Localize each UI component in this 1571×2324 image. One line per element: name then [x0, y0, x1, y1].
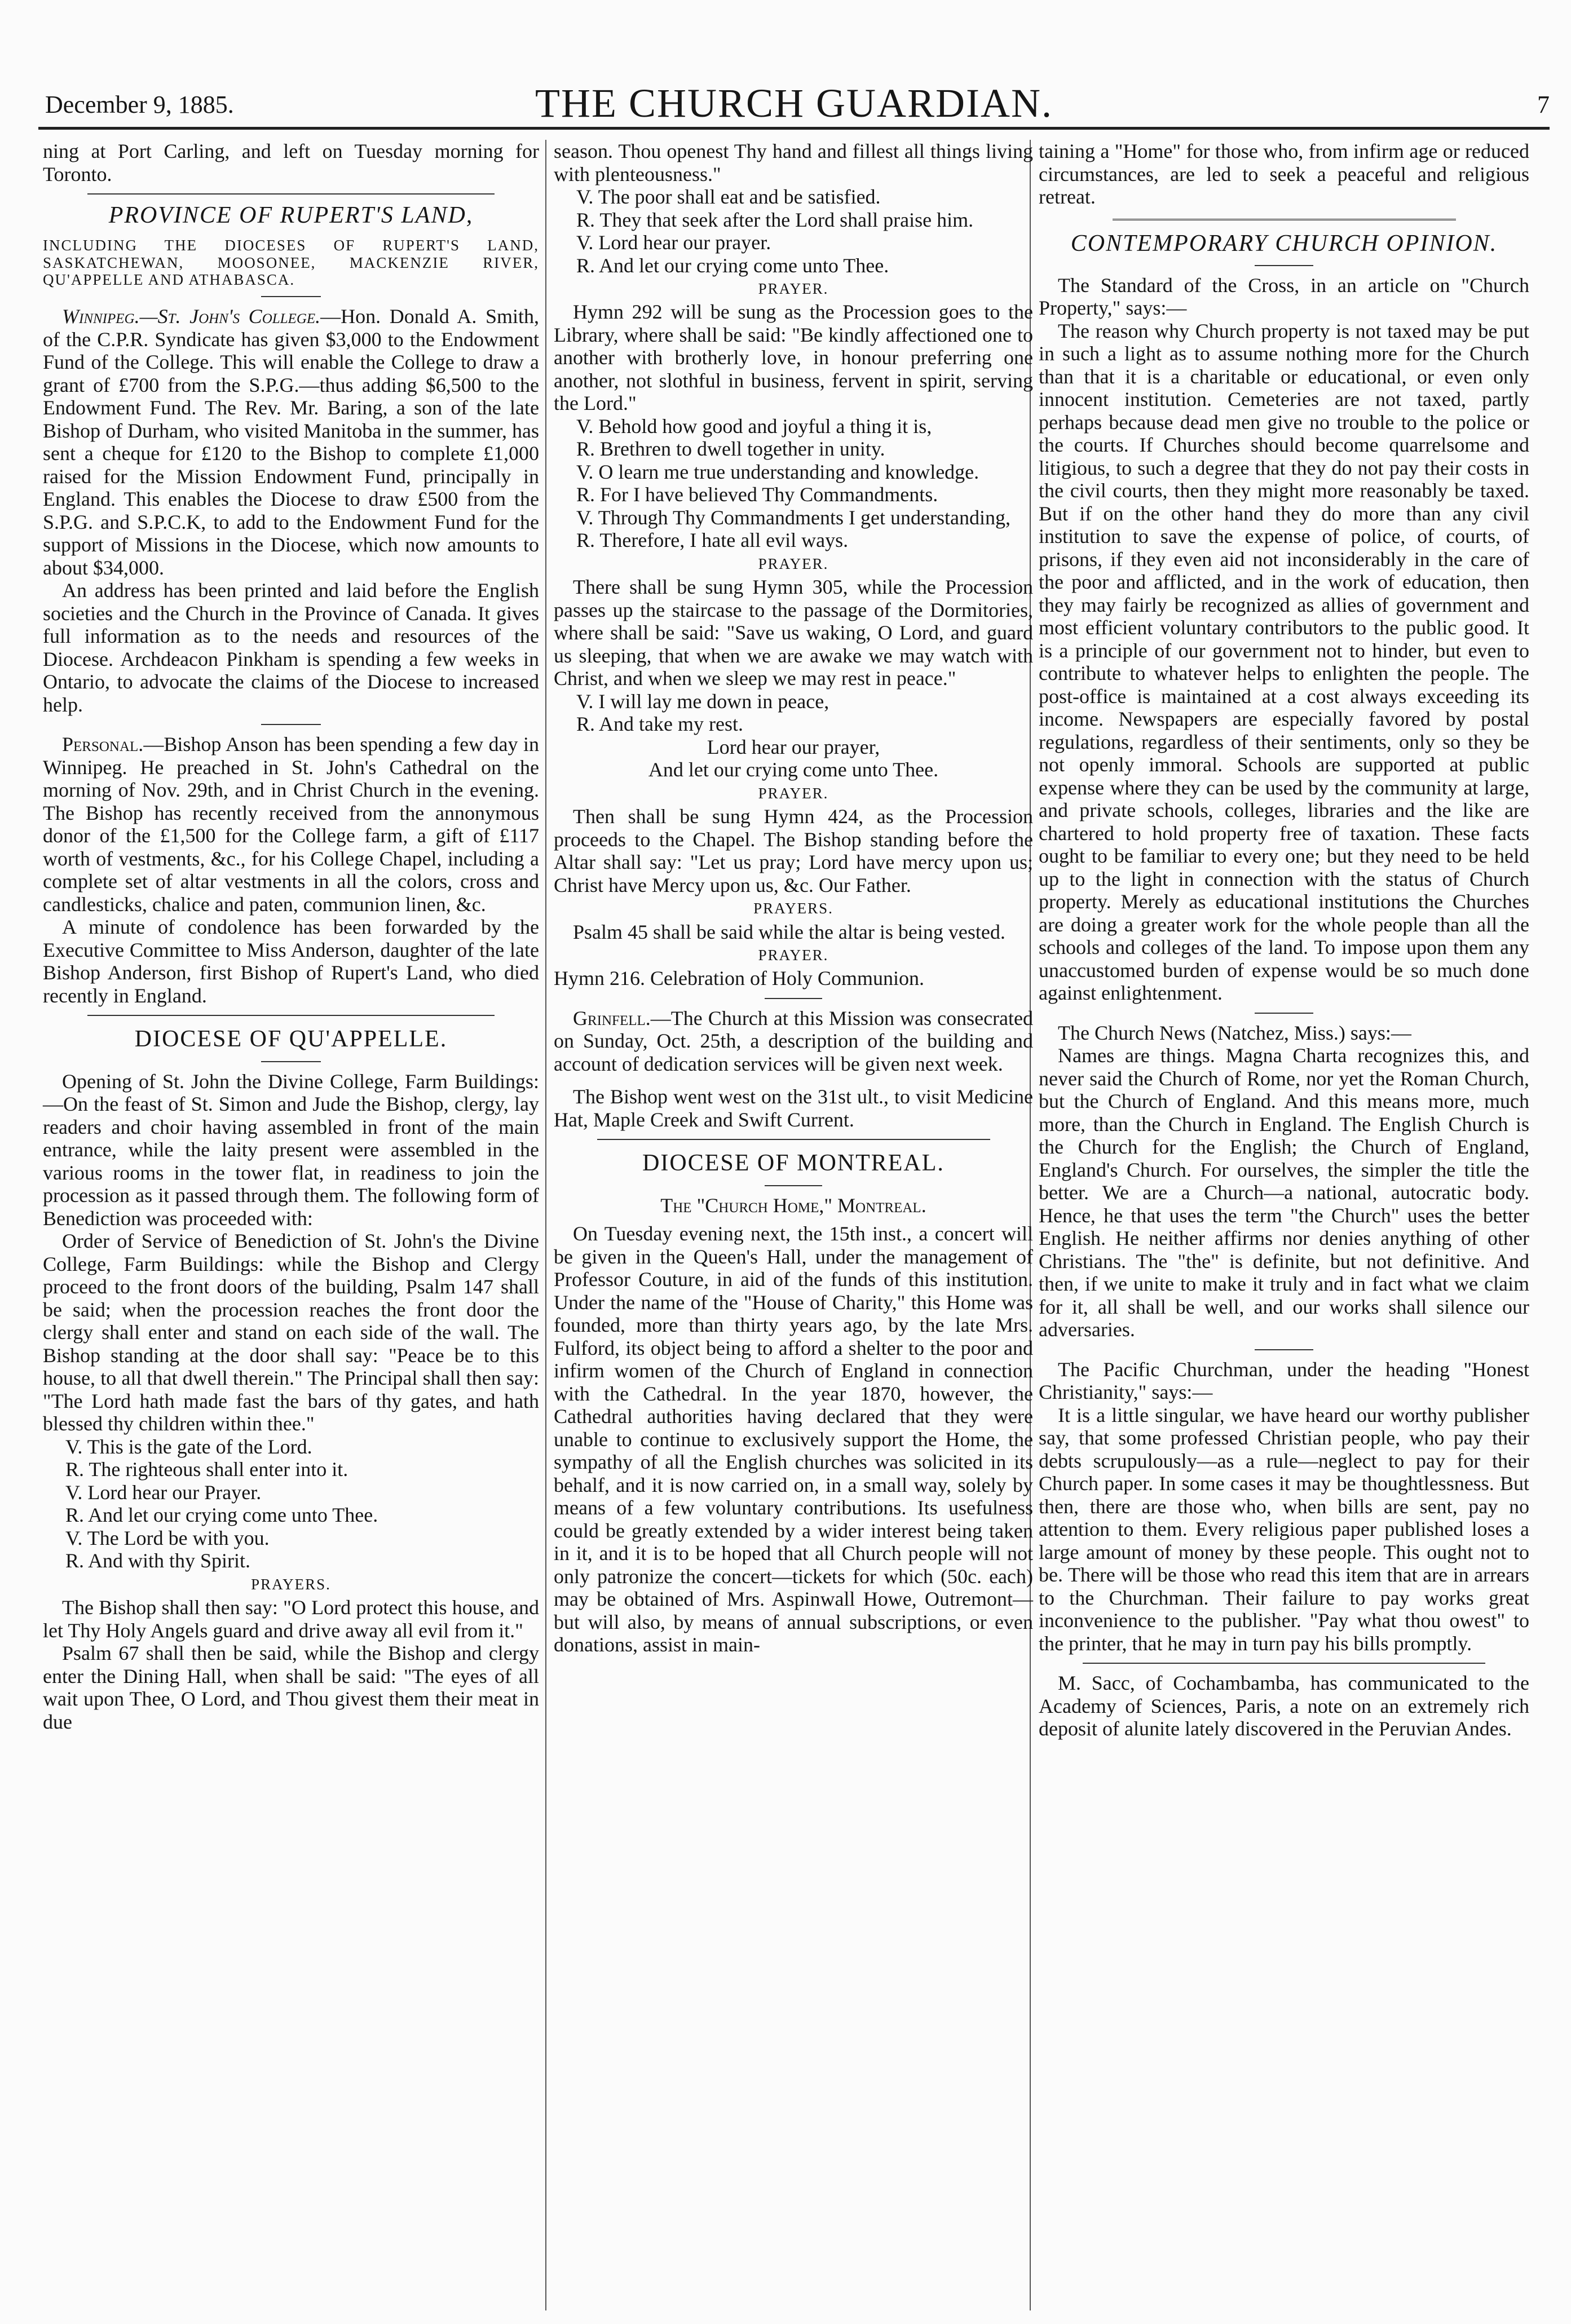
- article-bishop-west: The Bishop went west on the 31st ult., to visit Medicine Hat, Maple Creek and Swift Current.: [554, 1085, 1033, 1131]
- short-rule: [261, 1061, 321, 1062]
- diocese-quappelle-title: DIOCESE OF QU'APPELLE.: [134, 1026, 448, 1053]
- versicle: V. This is the gate of the Lord.: [65, 1435, 312, 1458]
- home-paragraph: taining a "Home" for those who, from infirm age or reduced circumstances, are led to seek a peaceful and religious retreat.: [1039, 140, 1529, 208]
- article-hymn-292: Hymn 292 will be sung as the Procession goes to the Library, where shall be said: "Be kindly affectioned one to another with brotherly love, in honour preferring one another, not slothful in business, fervent in spirit, serving the Lord.": [554, 301, 1033, 415]
- short-rule: [1255, 1349, 1313, 1350]
- article-psalm-67: Psalm 67 shall then be said, while the Bishop and clergy enter the Dining Hall, when shall be said: "The eyes of all wait upon Thee, O Lord, and Thou givest them their meat in due: [43, 1642, 539, 1733]
- versicle: R. And take my rest.: [576, 713, 743, 736]
- versicle: V. Behold how good and joyful a thing it is,: [576, 414, 932, 438]
- versicle: V. O learn me true understanding and knowledge.: [576, 460, 979, 483]
- article-concert: On Tuesday evening next, the 15th inst., a concert will be given in the Queen's Hall, under the management of Professor Couture, in aid of the funds of this institution. Under the name of the "House of Charity," this Home was founded, more than thirty years ago, by the late Mrs. Fulford, its object being to afford a shelter to the poor and infirm women of the Church of England in connection with the Cathedral. In the year 1870, however, the Cathedral authorities having declared that they were unable to continue to exclusively support the Home, the sympathy of all the English churches was solicited in its behalf, and it is now carried on, in a small way, solely by means of a few voluntary contributions. Its usefulness could be greatly extended by a wider interest being taken in it, and it is to be hoped that all Church people will not only patronize the concert—tickets for which (50c. each) may be obtained of Mrs. Aspinwall Howe, Outremont—but will also, by means of annual subscriptions, or even donations, assist in main-: [554, 1222, 1033, 1656]
- short-rule: [261, 724, 321, 725]
- response-line: Lord hear our prayer,: [707, 735, 880, 758]
- prayer-label: PRAYER.: [758, 280, 829, 297]
- section-rule: [597, 1139, 990, 1140]
- versicle: V. The Lord be with you.: [65, 1526, 270, 1549]
- article-personal: [43, 733, 539, 916]
- versicle: V. Lord hear our Prayer.: [65, 1481, 262, 1504]
- versicle: R. And let our crying come unto Thee.: [65, 1504, 378, 1527]
- response-line: And let our crying come unto Thee.: [648, 758, 939, 781]
- article-pacific: It is a little singular, we have heard our worthy publisher say, that some professed Christian people, who pay their debts scrupulously—as a rule—neglect to pay for their Church paper. In some cases it may be thoughtlessness. But then, there are those who, when bills are sent, pay no attention to them. Every religious paper published loses a large amount of money by these people. This ought not to be. There will be those who read this item that are in arrears to the Churchman. Their failure to pay works great inconvenience to the publisher. "Pay what thou owest" to the printer, that he may in turn pay his bills promptly.: [1039, 1403, 1529, 1655]
- article-hymn-424: Then shall be sung Hymn 424, as the Procession proceeds to the Chapel. The Bishop standing before the Altar shall say: "Let us pray; Lord have mercy upon us; Christ have Mercy upon us, &c. Our Father.: [554, 805, 1033, 896]
- prayers-label: PRAYERS.: [753, 900, 833, 917]
- versicle: R. Therefore, I hate all evil ways.: [576, 529, 849, 552]
- opinion-title: CONTEMPORARY CHURCH OPINION.: [1070, 230, 1498, 257]
- article-standard: The reason why Church property is not taxed may be put in such a light as to assume nothing more for the Church than that it is a charitable or educational, or even only innocent institution. Cemeteries are not taxed, partly perhaps because dead men give no trouble to the police or the courts. If Churches should become quarrelsome and litigious, to such a degree that they do not pay their costs in the civil courts, then they might more reasonably be taxed. But if on the other hand they do more than any civil institution to save the expense of police, of courts, of prisons, if they even aid not inconsiderably in the care of the poor and afflicted, and in the work of education, then they may fairly be recognized as allies of government and most efficient voluntary contributors to the public good. It is a principle of our government not to hinder, but even to contribute to whatever helps to enlighten the people. The post-office is maintained at a cost always exceeding its income. Newspapers are especially favored by postal regulations, regardless of their sentiments, only so they be not openly immoral. Schools are supported at public expense where they can be used by the community at large, and private schools, colleges, libraries and the like are chartered to hold property free of taxation. These facts ought to be familiar to every one; but they need to be held up to the light in connection with the status of Church property. Merely as educational institutions the Churches are doing a greater work for the whole people than all the schools and colleges of the land. To impose upon them any unaccustomed burden of expense would be so much done against enlightenment.: [1039, 319, 1529, 1005]
- prayer-label: PRAYER.: [758, 947, 829, 964]
- article-winnipeg: [43, 305, 539, 579]
- church-home-heading: The "Church Home," Montreal.: [660, 1194, 926, 1217]
- prayer-label: PRAYER.: [758, 784, 829, 802]
- versicle: R. The righteous shall enter into it.: [65, 1458, 348, 1481]
- article-address: An address has been printed and laid before the English societies and the Church in the Province of Canada. It gives full information as to the needs and resources of the Diocese. Archdeacon Pinkham is spending a few weeks in Ontario, to advocate the claims of the Diocese to increased help.: [43, 579, 539, 716]
- column-divider: [545, 140, 546, 2310]
- prayer-label: PRAYER.: [758, 555, 829, 572]
- versicle: R. And with thy Spirit.: [65, 1549, 251, 1572]
- newspaper-title: THE CHURCH GUARDIAN.: [535, 81, 1053, 126]
- standard-intro: The Standard of the Cross, in an article on "Church Property," says:—: [1039, 273, 1529, 320]
- news-intro: The Church News (Natchez, Miss.) says:—: [1058, 1021, 1411, 1044]
- article-psalm-45: Psalm 45 shall be said while the altar is being vested.: [573, 920, 1005, 943]
- short-rule: [765, 998, 822, 999]
- article-hymn-305: There shall be sung Hymn 305, while the Procession passes up the staircase to the passage of the Dormitories, where shall be said: "Save us waking, O Lord, and guard us sleeping, that when we are awake we may watch with Christ, and when we sleep we may rest in peace.": [554, 576, 1033, 690]
- section-rule: [87, 193, 495, 195]
- article-sacc: M. Sacc, of Cochambamba, has communicated to the Academy of Sciences, Paris, a note on an extremely rich deposit of alunite lately discovered in the Peruvian Andes.: [1039, 1672, 1529, 1740]
- versicle: V. Lord hear our prayer.: [576, 231, 771, 254]
- short-rule: [1255, 1013, 1313, 1014]
- grinfell-lead: Grinfell.: [573, 1006, 651, 1030]
- issue-date: December 9, 1885.: [45, 91, 234, 118]
- article-hymn-216: Hymn 216. Celebration of Holy Communion.: [554, 967, 924, 990]
- column-2: [554, 140, 1033, 1656]
- column-3: [1039, 140, 1529, 1740]
- article-opening: Opening of St. John the Divine College, Farm Buildings:—On the feast of St. Simon and Jude the Bishop, clergy, lay readers and choir having assembled in front of the main entrance, while the laity present were assembled in the various rooms in the tower flat, in readiness to join the procession as it passed through them. The following form of Benediction was proceeded with:: [43, 1070, 539, 1230]
- article-order: Order of Service of Benediction of St. John's the Divine College, Farm Buildings: while the Bishop and Clergy proceed to the front doors of the building, Psalm 147 shall be said; when the procession reaches the front door the clergy shall enter and stand on each side of the wall. The Bishop standing at the door shall say: "Peace be to this house, to all that dwell therein." The Principal shall then say: "The Lord hath made fast the bars of thy gates, and hath blessed thy children within thee.": [43, 1230, 539, 1435]
- versicle: R. Brethren to dwell together in unity.: [576, 438, 885, 461]
- short-rule: [261, 296, 321, 297]
- personal-lead: Personal.: [62, 733, 144, 756]
- diocese-montreal-title: DIOCESE OF MONTREAL.: [642, 1150, 945, 1177]
- intro-paragraph: ning at Port Carling, and left on Tuesday morning for Toronto.: [43, 140, 539, 185]
- versicle: R. They that seek after the Lord shall praise him.: [576, 208, 974, 231]
- versicle: R. For I have believed Thy Commandments.: [576, 483, 938, 506]
- section-rule: [1083, 1663, 1485, 1664]
- short-rule: [1255, 265, 1313, 266]
- pacific-intro: The Pacific Churchman, under the heading "Honest Christianity," says:—: [1039, 1358, 1529, 1404]
- winnipeg-text: —Hon. Donald A. Smith, of the C.P.R. Syndicate has given $3,000 to the Endowment Fund of the College. This will enable the College to draw a grant of £700 from the S.P.G.—thus adding $6,500 to the Endowment Fund. The Rev. Mr. Baring, a son of the late Bishop of Durham, who visited Manitoba in the summer, has sent a cheque for £120 to the Bishop to complete £1,000 raised for the Mission Endowment Fund, principally in England. This enables the Diocese to draw £500 from the S.P.G. and S.P.C.K, to add to the Endowment Fund for the support of Missions in the Diocese, which now amounts to about $34,000.: [43, 305, 539, 579]
- personal-text: —Bishop Anson has been spending a few day in Winnipeg. He preached in St. John's Cathedral on the morning of Nov. 29th, and in Christ Church in the evening. The Bishop has recently received from the annonymous donor of the £1,500 for the College farm, a gift of £117 worth of vestments, &c., for his College Chapel, including a complete set of altar vestments in all the colors, cross and candlesticks, chalice and paten, communion linen, &c.: [43, 733, 539, 916]
- versicle: V. The poor shall eat and be satisfied.: [576, 185, 881, 208]
- article-grinfell: [554, 1007, 1033, 1076]
- section-title: PROVINCE OF RUPERT'S LAND,: [108, 202, 474, 228]
- page-number: 7: [1537, 91, 1550, 118]
- article-bishop-protect: The Bishop shall then say: "O Lord protect this house, and let Thy Holy Angels guard and drive away all evil from it.": [43, 1596, 539, 1642]
- column-1: [43, 140, 539, 1733]
- section-subtitle: INCLUDING THE DIOCESES OF RUPERT'S LAND, SASKATCHEWAN, MOOSONEE, MACKENZIE RIVER, QU'APPELLE AND ATHABASCA.: [43, 237, 539, 288]
- season-paragraph: season. Thou openest Thy hand and fillest all things living with plenteousness.": [554, 140, 1033, 185]
- masthead-rule: [38, 127, 1550, 130]
- article-condolence: A minute of condolence has been forwarded by the Executive Committee to Miss Anderson, daughter of the late Bishop Anderson, first Bishop of Rupert's Land, who died recently in England.: [43, 916, 539, 1007]
- prayers-label: PRAYERS.: [251, 1575, 331, 1593]
- grinfell-text: —The Church at this Mission was consecrated on Sunday, Oct. 25th, a description of the building and account of dedication services will be given next week.: [554, 1006, 1033, 1075]
- section-rule: [87, 1015, 495, 1016]
- double-rule: [1113, 219, 1456, 220]
- article-church-news: Names are things. Magna Charta recognizes this, and never said the Church of Rome, nor yet the Roman Church, but the Church of England. And this means more, much more, than the Church in England. The English Church is the Church for the English; the Church of England, England's Church. For ourselves, the simpler the title the better. We are a Church—a national, autocratic body. Hence, he that uses the term "the Church" uses the better English. He neither affirms nor denies anything of other Christians. The "the" is definite, but not definitive. And then, if we unite to make it truly and in fact what we claim for it, all shall be well, and our works shall silence our adversaries.: [1039, 1044, 1529, 1341]
- masthead: [38, 78, 1550, 130]
- versicle: V. Through Thy Commandments I get understanding,: [576, 506, 1010, 529]
- winnipeg-lead: Winnipeg.—St. John's College.: [62, 305, 321, 328]
- short-rule: [765, 1185, 822, 1186]
- versicle: V. I will lay me down in peace,: [576, 690, 829, 713]
- versicle: R. And let our crying come unto Thee.: [576, 254, 889, 277]
